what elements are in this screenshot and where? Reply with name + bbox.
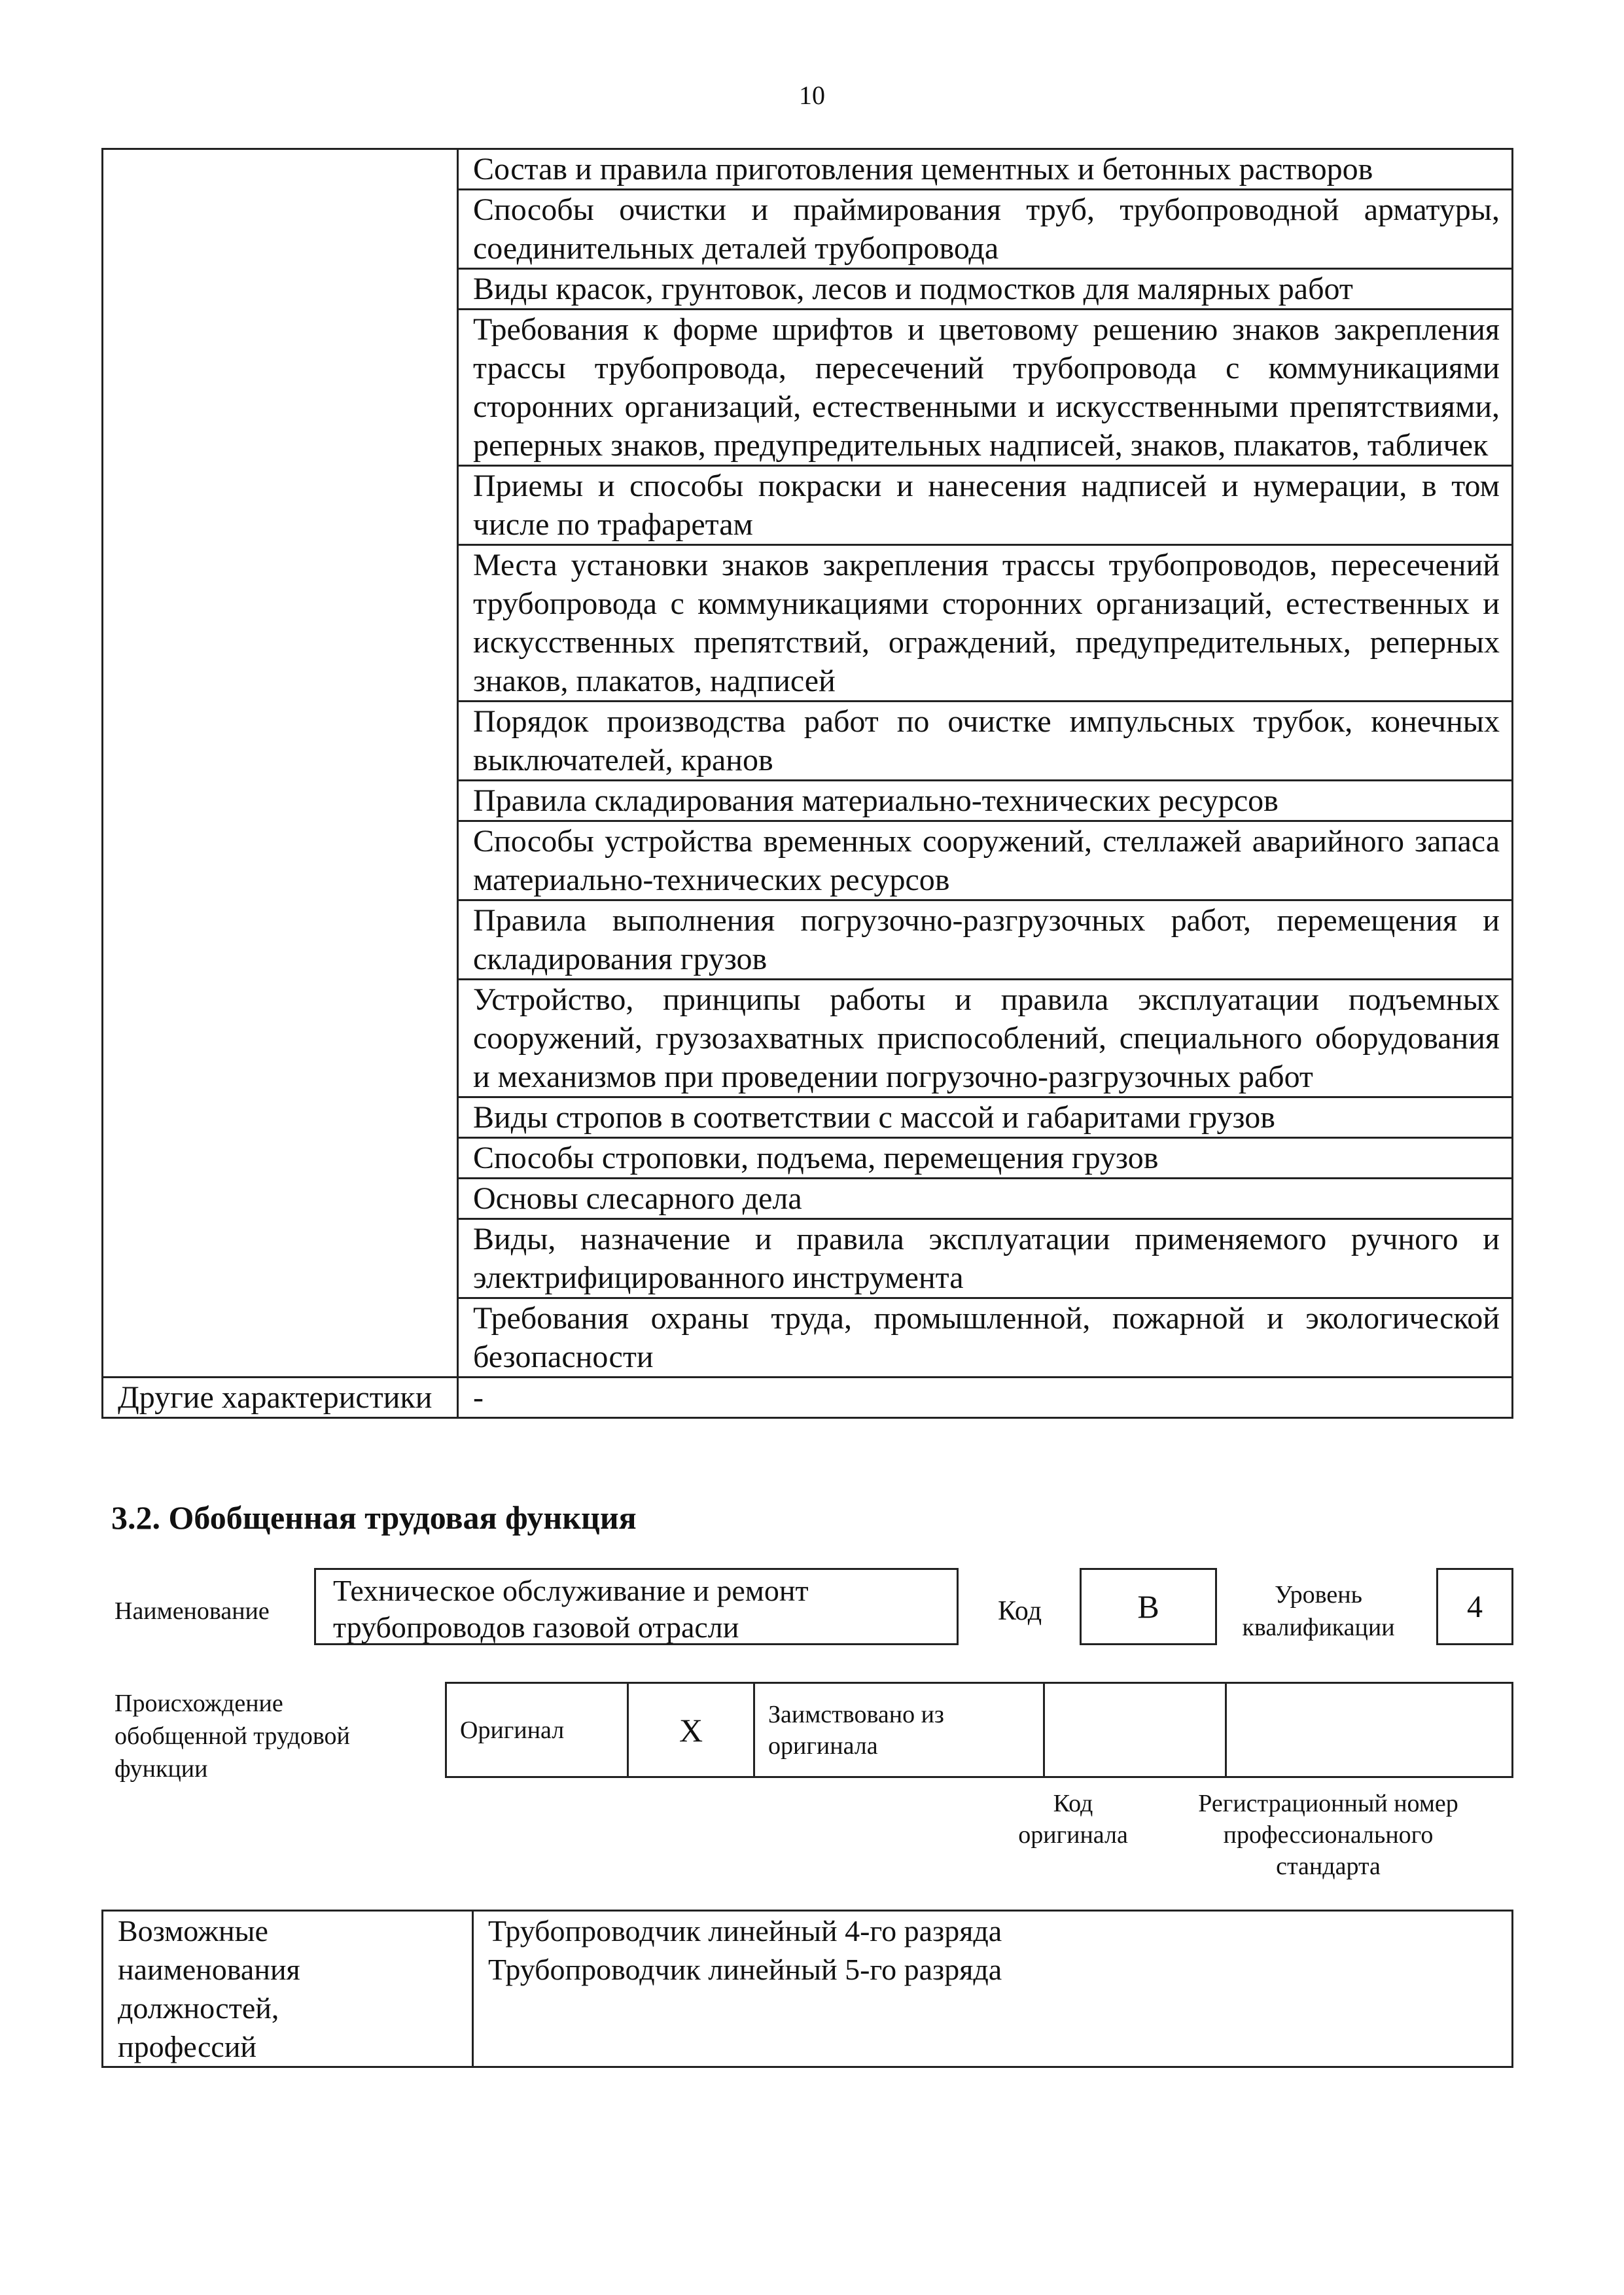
caption-line: оригинала: [1018, 1821, 1128, 1849]
table-row: [103, 1378, 1513, 1418]
knowledge-item: Правила складирования материально-технических ресурсов: [458, 781, 1513, 821]
positions-label-line: Возможные: [118, 1914, 268, 1948]
positions-label: [103, 1911, 473, 2067]
qualification-level-value: 4: [1436, 1568, 1513, 1645]
origin-table: [445, 1682, 1513, 1778]
positions-table: [101, 1910, 1513, 2068]
code-label: Код: [998, 1596, 1042, 1626]
registration-number-caption: [1171, 1788, 1485, 1882]
knowledge-item: Места установки знаков закрепления трассы трубопроводов, пересечений трубопровода с коммуникациями сторонних организаций, естественных и искусственных препятствий, ограждений, предупредительных, реперных знаков, плакатов, надписей: [458, 545, 1513, 702]
knowledge-item: Виды стропов в соответствии с массой и габаритами грузов: [458, 1097, 1513, 1138]
knowledge-item: Требования охраны труда, промышленной, пожарной и экологической безопасности: [458, 1298, 1513, 1378]
borrowed-label-line: Заимствовано из: [768, 1700, 944, 1728]
positions-list: [473, 1911, 1513, 2067]
positions-label-line: профессий: [118, 2030, 257, 2063]
function-name-line: трубопроводов газовой отрасли: [333, 1610, 739, 1644]
knowledge-item: Способы строповки, подъема, перемещения грузов: [458, 1138, 1513, 1179]
code-value: B: [1080, 1568, 1217, 1645]
origin-label-line: функции: [115, 1755, 208, 1783]
level-label-line: квалификации: [1242, 1614, 1395, 1641]
original-label: Оригинал: [446, 1683, 628, 1777]
origin-label-line: обобщенной трудовой: [115, 1722, 350, 1750]
positions-label-line: должностей,: [118, 1991, 279, 2025]
positions-label-line: наименования: [118, 1953, 300, 1986]
knowledge-item: Виды, назначение и правила эксплуатации применяемого ручного и электрифицированного инструмента: [458, 1219, 1513, 1298]
name-label: Наименование: [115, 1597, 270, 1625]
caption-line: Код: [1053, 1790, 1093, 1817]
table-row: [103, 1911, 1513, 2067]
blank-label-cell: [103, 149, 458, 1378]
page-number: 10: [799, 80, 825, 110]
origin-label: [115, 1687, 350, 1785]
knowledge-item: Состав и правила приготовления цементных и бетонных растворов: [458, 149, 1513, 190]
original-code-cell: [1044, 1683, 1226, 1777]
level-label-line: Уровень: [1275, 1581, 1362, 1609]
caption-line: профессионального: [1223, 1821, 1434, 1849]
caption-line: Регистрационный номер: [1198, 1790, 1458, 1817]
knowledge-item: Способы очистки и праймирования труб, трубопроводной арматуры, соединительных деталей трубопровода: [458, 190, 1513, 269]
knowledge-table: [101, 148, 1513, 1419]
knowledge-item: Требования к форме шрифтов и цветовому решению знаков закрепления трассы трубопровода, пересечений трубопровода с коммуникациями сторонних организаций, естественными и искусственными препятствиями, реперных знаков, предупредительных надписей, знаков, плакатов, табличек: [458, 310, 1513, 466]
position-item: Трубопроводчик линейный 5-го разряда: [488, 1953, 1002, 1986]
knowledge-item: Виды красок, грунтовок, лесов и подмостков для малярных работ: [458, 269, 1513, 310]
qualification-level-label: [1237, 1578, 1400, 1644]
function-name-line: Техническое обслуживание и ремонт: [333, 1574, 809, 1607]
other-characteristics-value: -: [458, 1378, 1513, 1418]
caption-line: стандарта: [1276, 1853, 1381, 1880]
knowledge-item: Способы устройства временных сооружений, стеллажей аварийного запаса материально-технических ресурсов: [458, 821, 1513, 900]
borrowed-label-line: оригинала: [768, 1732, 878, 1760]
function-name-box: [314, 1568, 959, 1645]
original-mark: X: [628, 1683, 754, 1777]
origin-label-line: Происхождение: [115, 1690, 283, 1717]
borrowed-label: [754, 1683, 1044, 1777]
other-characteristics-label: Другие характеристики: [103, 1378, 458, 1418]
knowledge-item: Правила выполнения погрузочно-разгрузочных работ, перемещения и складирования грузов: [458, 900, 1513, 980]
knowledge-item: Приемы и способы покраски и нанесения надписей и нумерации, в том числе по трафаретам: [458, 466, 1513, 545]
original-code-caption: [995, 1788, 1152, 1851]
knowledge-item: Основы слесарного дела: [458, 1179, 1513, 1219]
position-item: Трубопроводчик линейный 4-го разряда: [488, 1914, 1002, 1948]
knowledge-item: Порядок производства работ по очистке импульсных трубок, конечных выключателей, кранов: [458, 702, 1513, 781]
registration-number-cell: [1226, 1683, 1513, 1777]
table-row: [103, 149, 1513, 190]
section-heading: 3.2. Обобщенная трудовая функция: [111, 1499, 637, 1536]
table-row: [446, 1683, 1513, 1777]
knowledge-item: Устройство, принципы работы и правила эксплуатации подъемных сооружений, грузозахватных приспособлений, специального оборудования и механизмов при проведении погрузочно-разгрузочных работ: [458, 980, 1513, 1097]
